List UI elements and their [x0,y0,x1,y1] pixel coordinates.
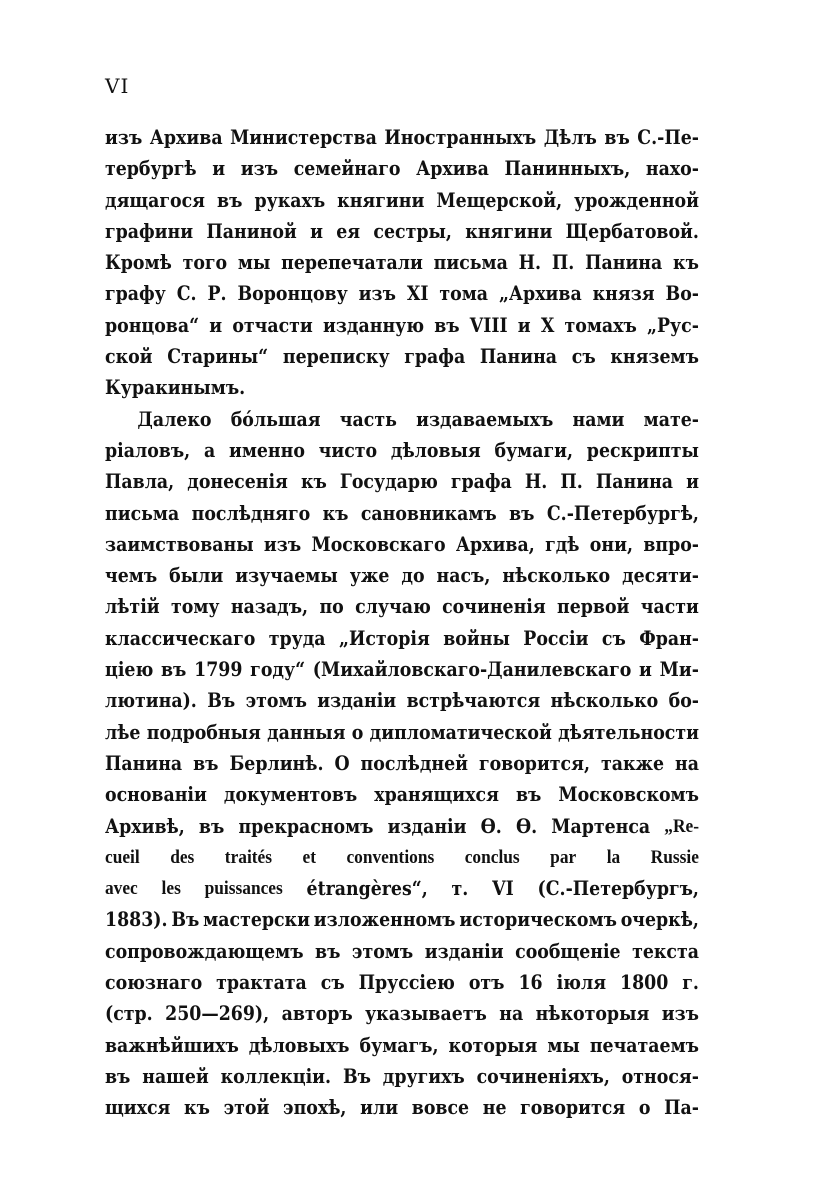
text-line: щихся къ этой эпохѣ, или вовсе не говорится о Па- [105,1096,699,1120]
paragraph [105,404,699,1124]
text-line: сопровождающемъ въ этомъ изданіи сообщеніе текста [105,939,699,963]
text-line: дящагося въ рукахъ княгини Мещерской, урожденной [105,188,699,212]
text-line: въ нашей коллекціи. Въ другихъ сочиненіяхъ, относя- [105,1064,699,1088]
body-text [105,122,699,1124]
text-line: ской Старины“ переписку графа Панина съ княземъ [105,345,699,369]
paragraph [105,122,699,404]
text-line: (стр. 250—269), авторъ указываетъ на нѣкоторыя изъ [105,1002,699,1026]
text-line: графу С. Р. Воронцову изъ XI тома „Архива князя Во- [105,282,699,306]
text-line: письма послѣдняго къ сановникамъ въ С.-Петербургѣ, [105,501,699,525]
text-line: заимствованы изъ Московскаго Архива, гдѣ они, впро- [105,532,699,556]
text-line: лѣтій тому назадъ, по случаю сочиненія первой части [105,595,699,619]
text-line: cueil des traités et conventions conclus par la Russie [105,846,699,868]
text-line: союзнаго трактата съ Пруссіею отъ 16 іюля 1800 г. [105,971,699,995]
text-line: ріаловъ, а именно чисто дѣловыя бумаги, рескрипты [105,438,699,462]
page-number: VI [105,74,130,98]
text-line: важнѣйшихъ дѣловыхъ бумагъ, которыя мы печатаемъ [105,1033,699,1057]
text-line: графини Паниной и ея сестры, княгини Щербатовой. [105,219,699,243]
text-line: чемъ были изучаемы уже до насъ, нѣсколько десяти- [105,564,699,588]
text-line: ціею въ 1799 году“ (Михайловскаго-Данилевскаго и Ми- [105,658,699,682]
text-line: Куракинымъ. [105,376,246,400]
text-line: Архивѣ, въ прекрасномъ изданіи Ѳ. Ѳ. Мартенса „Re- [105,814,699,838]
text-line: Далеко бóльшая часть издаваемыхъ нами мате- [137,407,699,431]
text-line: Кромѣ того мы перепечатали письма Н. П. Панина къ [105,251,699,275]
text-line: 1883). Въ мастерски изложенномъ историческомъ очеркѣ, [105,908,699,932]
text-line: ронцова“ и отчасти изданную въ VIII и X томахъ „Рус- [105,313,699,337]
text-line: лѣе подробныя данныя о дипломатической дѣятельности [105,720,699,744]
text-line: avec les puissances étrangères“, т. VI (С.-Петербургъ, [105,877,699,901]
text-line: Панина въ Берлинѣ. О послѣдней говорится, также на [105,751,699,775]
text-line: тербургѣ и изъ семейнаго Архива Панинныхъ, нахо- [105,157,699,181]
text-line: классическаго труда „Исторія войны Россіи съ Фран- [105,626,699,650]
text-line: лютина). Въ этомъ изданіи встрѣчаются нѣсколько бо- [105,689,699,713]
text-line: Павла, донесенія къ Государю графа Н. П. Панина и [105,470,699,494]
text-line: основаніи документовъ хранящихся въ Московскомъ [105,783,699,807]
text-line: изъ Архива Министерства Иностранныхъ Дѣлъ въ С.-Пе- [105,126,699,149]
